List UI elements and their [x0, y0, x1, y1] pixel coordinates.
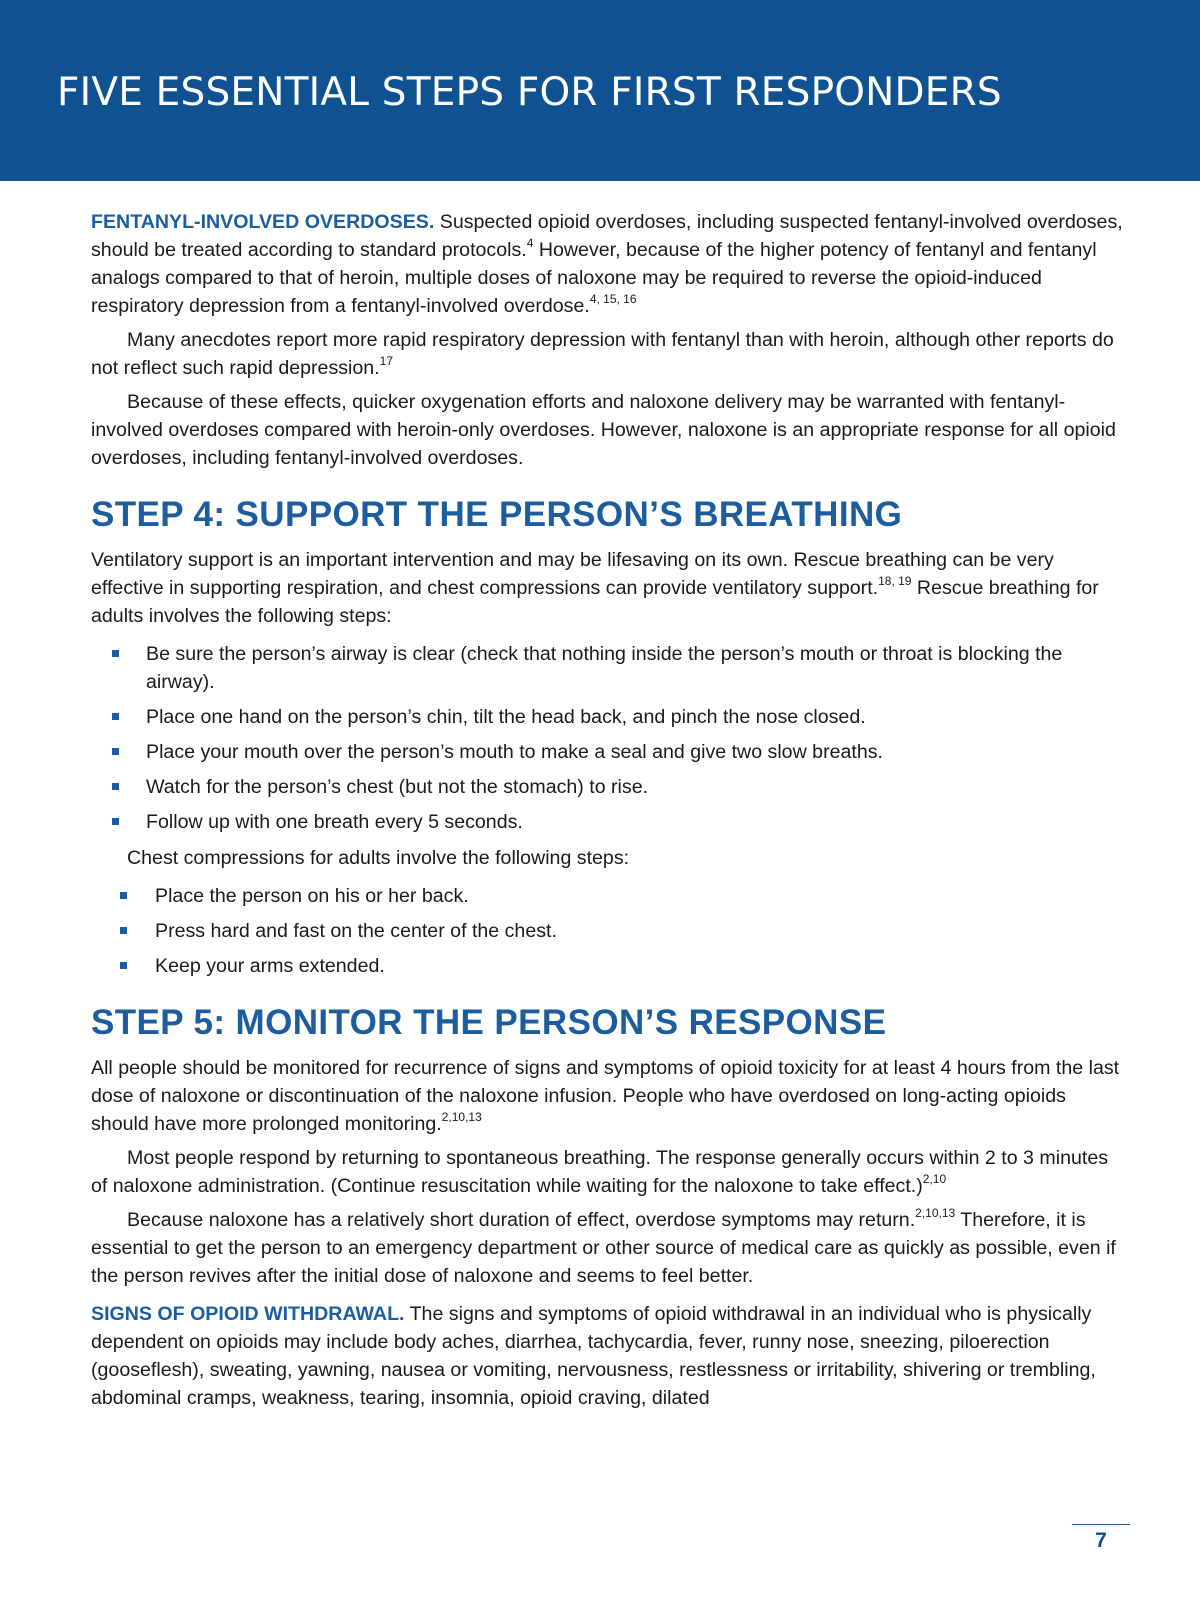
step4-intro	[91, 546, 1126, 630]
chest-compressions-list	[91, 882, 1126, 980]
bullet-icon	[120, 962, 127, 969]
fentanyl-paragraph-2	[91, 326, 1126, 382]
step5-paragraph-1: All people should be monitored for recurrence of signs and symptoms of opioid toxicity for at least 4 hours from the last dose of naloxone or discontinuation of the naloxone infusion. People who have overdosed on long-acting opioids should have more prolonged monitoring.$^{2,10,13}$	[91, 1057, 1120, 1135]
bullet-icon	[120, 927, 127, 934]
fentanyl-heading: FENTANYL-INVOLVED OVERDOSES.	[91, 211, 435, 233]
list-item: Be sure the person’s airway is clear (check that nothing inside the person’s mouth or throat is blocking the airway).	[91, 640, 1126, 696]
page-title: FIVE ESSENTIAL STEPS FOR FIRST RESPONDERS	[57, 70, 1002, 115]
withdrawal-heading: SIGNS OF OPIOID WITHDRAWAL.	[91, 1303, 405, 1325]
list-item: Watch for the person’s chest (but not the stomach) to rise.	[91, 773, 1126, 801]
bullet-icon	[112, 713, 119, 720]
step4-intro-a: Ventilatory support is an important intervention and may be lifesaving on its own. Rescue breathing can be very effective in supporting respiration, and chest compressions can provide ventilatory support.	[91, 549, 1054, 599]
footnote-ref: 4, 15, 16	[589, 292, 637, 306]
step4-intro-b: Rescue breathing for adults involves the following steps:	[91, 577, 1099, 627]
list-item: Press hard and fast on the center of the chest.	[91, 917, 1126, 945]
footnote-ref: 2,10,13	[915, 1206, 956, 1220]
compressions-intro: Chest compressions for adults involve the following steps:	[127, 847, 630, 869]
footnote-ref: 4	[526, 236, 534, 250]
list-item: Follow up with one breath every 5 seconds.	[91, 808, 1126, 836]
fentanyl-paragraph-1	[91, 208, 1126, 320]
rescue-breathing-list	[91, 640, 1126, 836]
fentanyl-paragraph-3: Because of these effects, quicker oxygenation efforts and naloxone delivery may be warranted with fentanyl-involved overdoses compared with heroin-only overdoses. However, naloxone is an appropriate response for all opioid overdoses, including fentanyl-involved overdoses.	[91, 391, 1116, 469]
footnote-ref: 17	[379, 354, 393, 368]
bullet-icon	[112, 818, 119, 825]
header-banner	[0, 0, 1200, 181]
fentanyl-text-1a: Suspected opioid overdoses, including suspected fentanyl-involved overdoses, should be treated according to standard protocols.	[91, 211, 1123, 261]
withdrawal-paragraph	[91, 1300, 1126, 1412]
list-item: Keep your arms extended.	[91, 952, 1126, 980]
fentanyl-text-1b: However, because of the higher potency of fentanyl and fentanyl analogs compared to that of heroin, multiple doses of naloxone may be required to reverse the opioid-induced respiratory depression from a fentanyl-involved overdose.	[91, 239, 1097, 317]
withdrawal-text: The signs and symptoms of opioid withdrawal in an individual who is physically dependent on opioids may include body aches, diarrhea, tachycardia, fever, runny nose, sneezing, piloerection (gooseflesh), sweating, yawning, nausea or vomiting, nervousness, restlessness or irritability, shivering or trembling, abdominal cramps, weakness, tearing, insomnia, opioid craving, dilated	[91, 1303, 1096, 1409]
fentanyl-text-2: Many anecdotes report more rapid respiratory depression with fentanyl than with heroin, although other reports do not reflect such rapid depression.	[91, 329, 1114, 379]
footnote-ref: 18, 19	[878, 574, 912, 588]
bullet-icon	[112, 748, 119, 755]
step5-paragraph-2: Most people respond by returning to spontaneous breathing. The response generally occurs within 2 to 3 minutes of naloxone administration. (Continue resuscitation while waiting for the naloxone to take effect.)$^{2,10}$	[91, 1147, 1109, 1197]
list-item: Place one hand on the person’s chin, tilt the head back, and pinch the nose closed.	[91, 703, 1126, 731]
bullet-icon	[120, 892, 127, 899]
list-item: Place your mouth over the person’s mouth to make a seal and give two slow breaths.	[91, 738, 1126, 766]
step5-heading: STEP 5: MONITOR THE PERSON’S RESPONSE	[91, 1003, 887, 1042]
footnote-ref: 2,10,13	[441, 1110, 482, 1124]
step5-paragraph-3: Because naloxone has a relatively short duration of effect, overdose symptoms may return.$^{2,10,13}$ Therefore, it is essential to get the person to an emergency department or other source of medical care as quickly as possible, even if the person revives after the initial dose of naloxone and seems to feel better.	[91, 1206, 1116, 1287]
step4-heading: STEP 4: SUPPORT THE PERSON’S BREATHING	[91, 495, 903, 534]
bullet-icon	[112, 783, 119, 790]
footnote-ref: 2,10	[922, 1172, 947, 1186]
document-body	[91, 208, 1126, 1412]
bullet-icon	[112, 650, 119, 657]
list-item: Place the person on his or her back.	[91, 882, 1126, 910]
page-number: 7	[1072, 1524, 1130, 1554]
